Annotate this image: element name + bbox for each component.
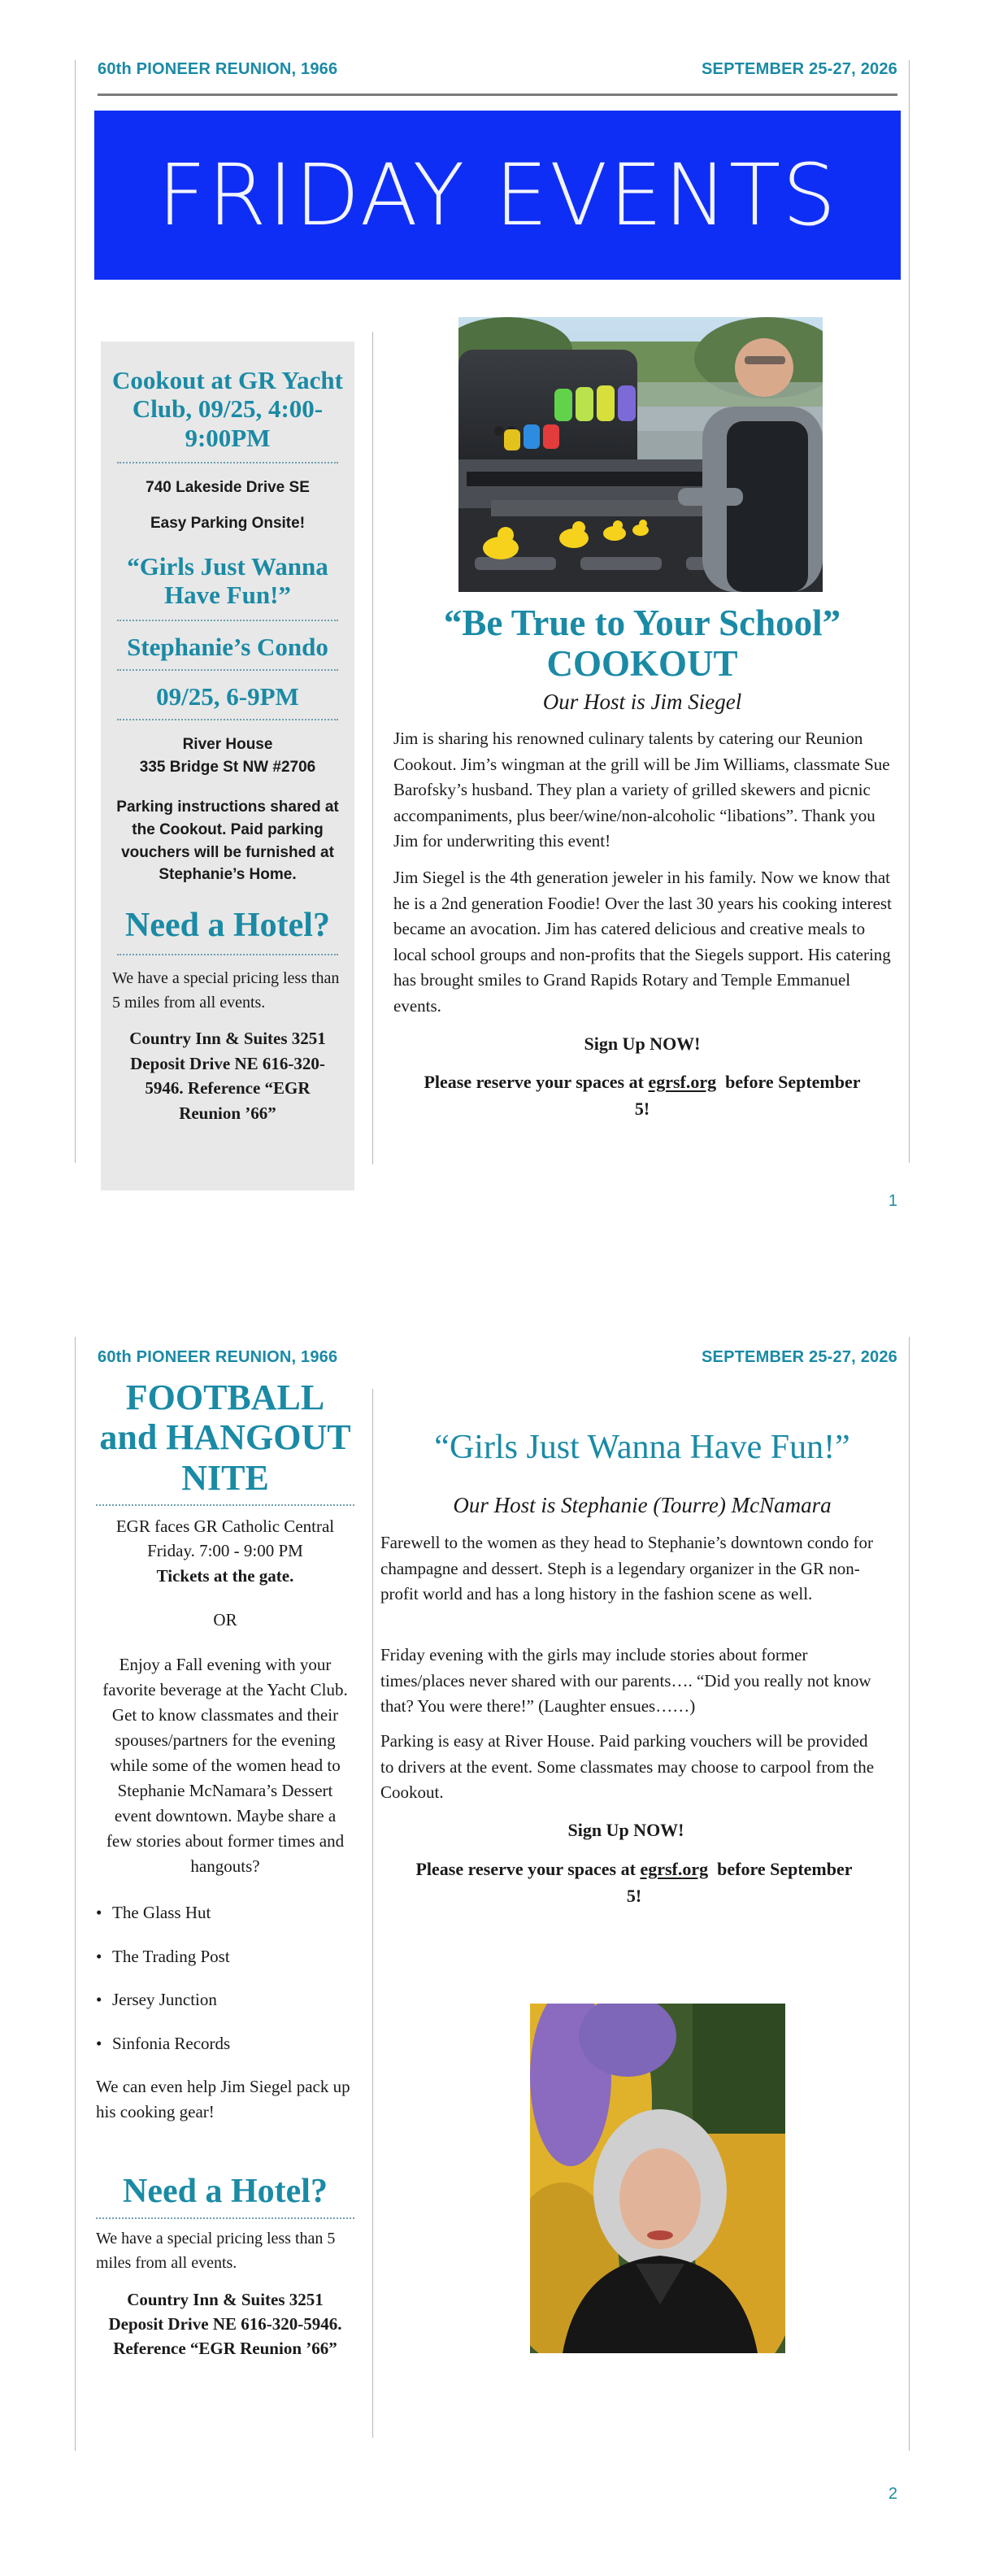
dotted-divider [96,2217,354,2219]
egrsf-link[interactable]: egrsf.org [648,1072,717,1092]
cookout-paragraph-2: Jim Siegel is the 4th generation jeweler in his family. Now we know that he is a 2nd generation Foodie! Over the last 30 years his cooking interest became an avocation. Jim has catered delicious and creative meals to local school groups and non-profits that the Siegels support. His catering has brought smiles to Grand Rapids Rotary and Temple Emmanuel events. [393,868,892,1016]
dotted-divider [117,669,338,671]
dotted-divider [117,954,338,955]
hotel-details: Country Inn & Suites 3251 Deposit Drive NE 616-320-5946. Reference “EGR Reunion ’66” [108,2289,342,2359]
cookout-title-line1: “Be True to Your School” [443,603,841,643]
hangout-places-list [96,1900,354,2056]
header-rule [98,94,897,96]
stephanie-photo-image [530,2004,785,2353]
reserve-note [423,1068,862,1122]
hotel-details: Country Inn & Suites 3251 Deposit Drive NE 616-320-5946. Reference “EGR Reunion ’66” [129,1029,326,1123]
reserve-prefix: Please reserve your spaces at [424,1072,644,1092]
condo-time: 09/25, 6-9PM [156,682,299,711]
page-number: 2 [888,2485,897,2503]
column-divider [372,1389,373,2438]
page-2 [0,1288,995,2576]
page-border-right [909,60,910,1163]
girls-title: “Girls Just Wanna Have Fun!” [127,552,328,610]
page-border-left [75,60,76,1163]
condo-address-line1: River House [182,736,273,754]
tickets-note: Tickets at the gate. [156,1565,294,1586]
girls-paragraph-2: Friday evening with the girls may include stories about former times/places never shared with our parents…. “Did you really not know that? You were there!” (Laughter ensues……) [380,1645,871,1716]
dotted-divider [117,462,338,463]
page-border-right [909,1337,910,2451]
reunion-header-label: 60th PIONEER REUNION, 1966 [98,1348,338,1366]
list-item: • Sinfonia Records [96,2033,231,2053]
cookout-address: 740 Lakeside Drive SE [146,478,310,496]
signup-now-label: Sign Up NOW! [567,1820,684,1840]
stephanie-mcnamara-photo [530,2004,785,2353]
girls-host-subtitle: Our Host is Stephanie (Tourre) McNamara [453,1493,832,1517]
hangout-description: Enjoy a Fall evening with your favorite beverage at the Yacht Club. Get to know classmates and their spouses/partners for the evening while some of the women head to Stephanie McNamara’s Dessert event downtown. Maybe share a few stories about former times and hangouts? [102,1654,348,1877]
page-number: 1 [888,1192,897,1210]
cookout-title: Cookout at GR Yacht Club, 09/25, 4:00-9:00PM [112,366,343,452]
or-label: OR [213,1610,237,1630]
reserve-note [415,1856,854,1909]
reserve-suffix: before September 5! [626,1859,853,1906]
dotted-divider [117,620,338,621]
football-column [96,1377,354,2361]
hotel-title: Need a Hotel? [125,906,330,944]
cookout-title-line2: COOKOUT [546,642,738,684]
girls-paragraph-3: Parking is easy at River House. Paid parking vouchers will be provided to drivers at the event. Some classmates may choose to carpool from the Cookout. [380,1731,875,1802]
reserve-suffix: before September 5! [634,1072,861,1119]
column-divider [372,332,373,1164]
football-title: FOOTBALL and HANGOUT NITE [99,1377,351,1498]
game-details: EGR faces GR Catholic Central Friday. 7:00 - 9:00 PM [115,1516,335,1561]
cookout-paragraph-1: Jim is sharing his renowned culinary talents by catering our Reunion Cookout. Jim’s wingman at the grill will be Jim Williams, classmate Sue Barofsky’s husband. They plan a variety of grilled skewers and picnic accompaniments, plus beer/wine/non-alcoholic “libations”. Thank you Jim for underwriting this event! [393,729,890,851]
condo-title: Stephanie’s Condo [127,632,328,661]
sidebar-panel [101,342,354,1190]
condo-parking-note: Parking instructions shared at the Cookout. Paid parking vouchers will be furnished at Stephanie’s Home. [116,798,339,884]
page-border-left [75,1337,76,2451]
condo-address-line2: 335 Bridge St NW #2706 [139,758,316,776]
girls-main-title: “Girls Just Wanna Have Fun!” [434,1429,850,1466]
reunion-date-label: SEPTEMBER 25-27, 2026 [702,60,897,78]
cooking-gear-note: We can even help Jim Siegel pack up his cooking gear! [96,2077,350,2122]
reunion-date-label: SEPTEMBER 25-27, 2026 [702,1348,897,1366]
dotted-divider [117,719,338,720]
list-item: • The Glass Hut [96,1903,211,1923]
banner-title: FRIDAY EVENTS [157,146,838,245]
grill-photo-image [458,317,823,592]
hotel-title: Need a Hotel? [123,2173,328,2211]
dotted-divider [96,1504,354,1506]
signup-now-label: Sign Up NOW! [584,1033,701,1054]
friday-events-banner [94,111,901,280]
cookout-host-subtitle: Our Host is Jim Siegel [542,690,742,714]
parking-note: Easy Parking Onsite! [150,514,306,532]
list-item: • Jersey Junction [96,1990,217,2010]
list-item: • The Trading Post [96,1946,230,1966]
egrsf-link[interactable]: egrsf.org [640,1859,709,1879]
reunion-header-label: 60th PIONEER REUNION, 1966 [98,60,338,78]
hotel-body: We have a special pricing less than 5 miles from all events. [96,2230,336,2272]
hotel-body: We have a special pricing less than 5 miles from all events. [112,969,340,1012]
jim-siegel-grill-photo [458,317,823,592]
reserve-prefix: Please reserve your spaces at [415,1859,636,1879]
girls-paragraph-1: Farewell to the women as they head to Stephanie’s downtown condo for champagne and dessert. Steph is a legendary organizer in the GR non-profit world and has a long history in the fashion scene as well. [380,1533,873,1603]
cookout-main-title [382,603,902,684]
